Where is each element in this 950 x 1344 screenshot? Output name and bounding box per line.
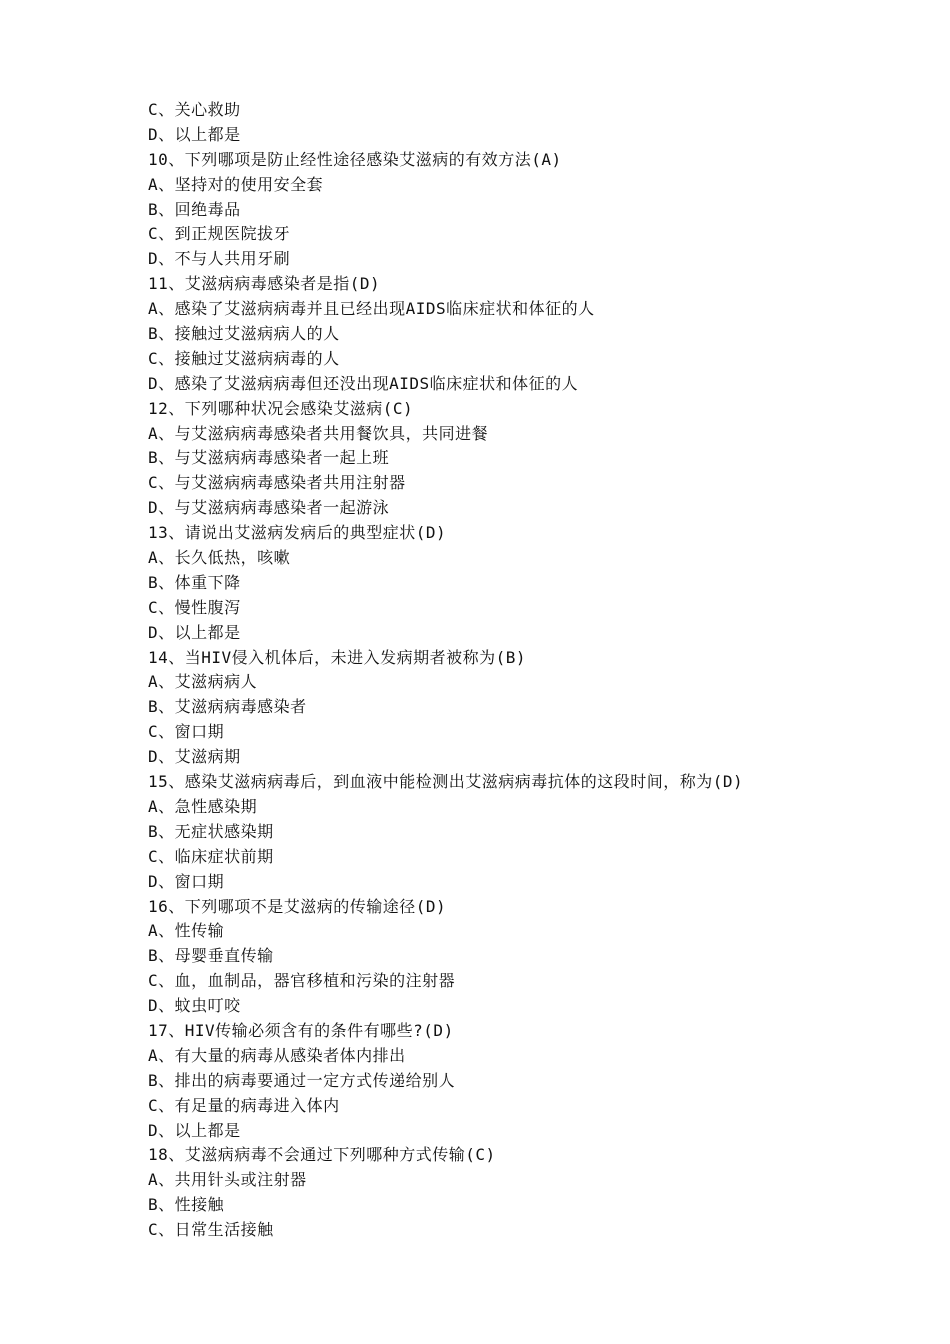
option-line: C、关心救助 [148, 100, 241, 119]
question-line: 12、下列哪种状况会感染艾滋病(C) [148, 398, 414, 418]
option-line: C、窗口期 [148, 722, 225, 742]
option-line: D、蚊虫叮咬 [148, 996, 241, 1016]
option-line: D、与艾滋病病毒感染者一起游泳 [148, 498, 390, 518]
option-line: A、坚持对的使用安全套 [148, 174, 324, 194]
option-line: B、母婴垂直传输 [148, 946, 274, 966]
option-line: B、回绝毒品 [148, 199, 241, 219]
question-line: 10、下列哪项是防止经性途径感染艾滋病的有效方法(A) [148, 149, 562, 169]
option-line: B、体重下降 [148, 572, 241, 592]
option-line: D、以上都是 [148, 1120, 241, 1140]
option-line: C、临床症状前期 [148, 846, 274, 866]
question-line: 11、艾滋病病毒感染者是指(D) [148, 274, 381, 294]
option-line: B、性接触 [148, 1195, 225, 1215]
option-line: C、到正规医院拔牙 [148, 224, 291, 244]
option-line: A、有大量的病毒从感染者体内排出 [148, 1045, 406, 1065]
option-line: B、与艾滋病病毒感染者一起上班 [148, 448, 390, 468]
option-line: C、日常生活接触 [148, 1220, 274, 1240]
option-line: A、急性感染期 [148, 796, 258, 816]
option-line: A、性传输 [148, 921, 225, 941]
question-line: 18、艾滋病病毒不会通过下列哪种方式传输(C) [148, 1145, 496, 1165]
option-line: A、艾滋病病人 [148, 672, 258, 692]
option-line: D、艾滋病期 [148, 747, 241, 767]
option-line: B、排出的病毒要通过一定方式传递给别人 [148, 1070, 456, 1090]
option-line: A、与艾滋病病毒感染者共用餐饮具，共同进餐 [148, 423, 489, 443]
option-line: D、以上都是 [148, 124, 241, 144]
question-line: 16、下列哪项不是艾滋病的传输途径(D) [148, 896, 447, 916]
option-line: A、共用针头或注射器 [148, 1170, 307, 1190]
option-line: B、艾滋病病毒感染者 [148, 697, 307, 717]
document-body [148, 98, 908, 1243]
question-line: 15、感染艾滋病病毒后，到血液中能检测出艾滋病病毒抗体的这段时间，称为(D) [148, 772, 744, 792]
option-line: D、不与人共用牙刷 [148, 249, 291, 269]
question-line: 13、请说出艾滋病发病后的典型症状(D) [148, 523, 447, 543]
option-line: C、血，血制品，器官移植和污染的注射器 [148, 971, 456, 991]
option-line: B、接触过艾滋病病人的人 [148, 324, 340, 344]
option-line: C、有足量的病毒进入体内 [148, 1095, 340, 1115]
question-line: 17、HIV传输必须含有的条件有哪些?(D) [148, 1020, 454, 1040]
option-line: A、长久低热，咳嗽 [148, 548, 291, 568]
option-line: A、感染了艾滋病病毒并且已经出现AIDS临床症状和体征的人 [148, 299, 595, 319]
option-line: D、感染了艾滋病病毒但还没出现AIDS临床症状和体征的人 [148, 373, 579, 393]
question-line: 14、当HIV侵入机体后，未进入发病期者被称为(B) [148, 647, 527, 667]
option-line: B、无症状感染期 [148, 821, 274, 841]
option-line: D、窗口期 [148, 871, 225, 891]
option-line: C、接触过艾滋病病毒的人 [148, 348, 340, 368]
option-line: C、慢性腹泻 [148, 597, 241, 617]
option-line: C、与艾滋病病毒感染者共用注射器 [148, 473, 406, 493]
option-line: D、以上都是 [148, 622, 241, 642]
